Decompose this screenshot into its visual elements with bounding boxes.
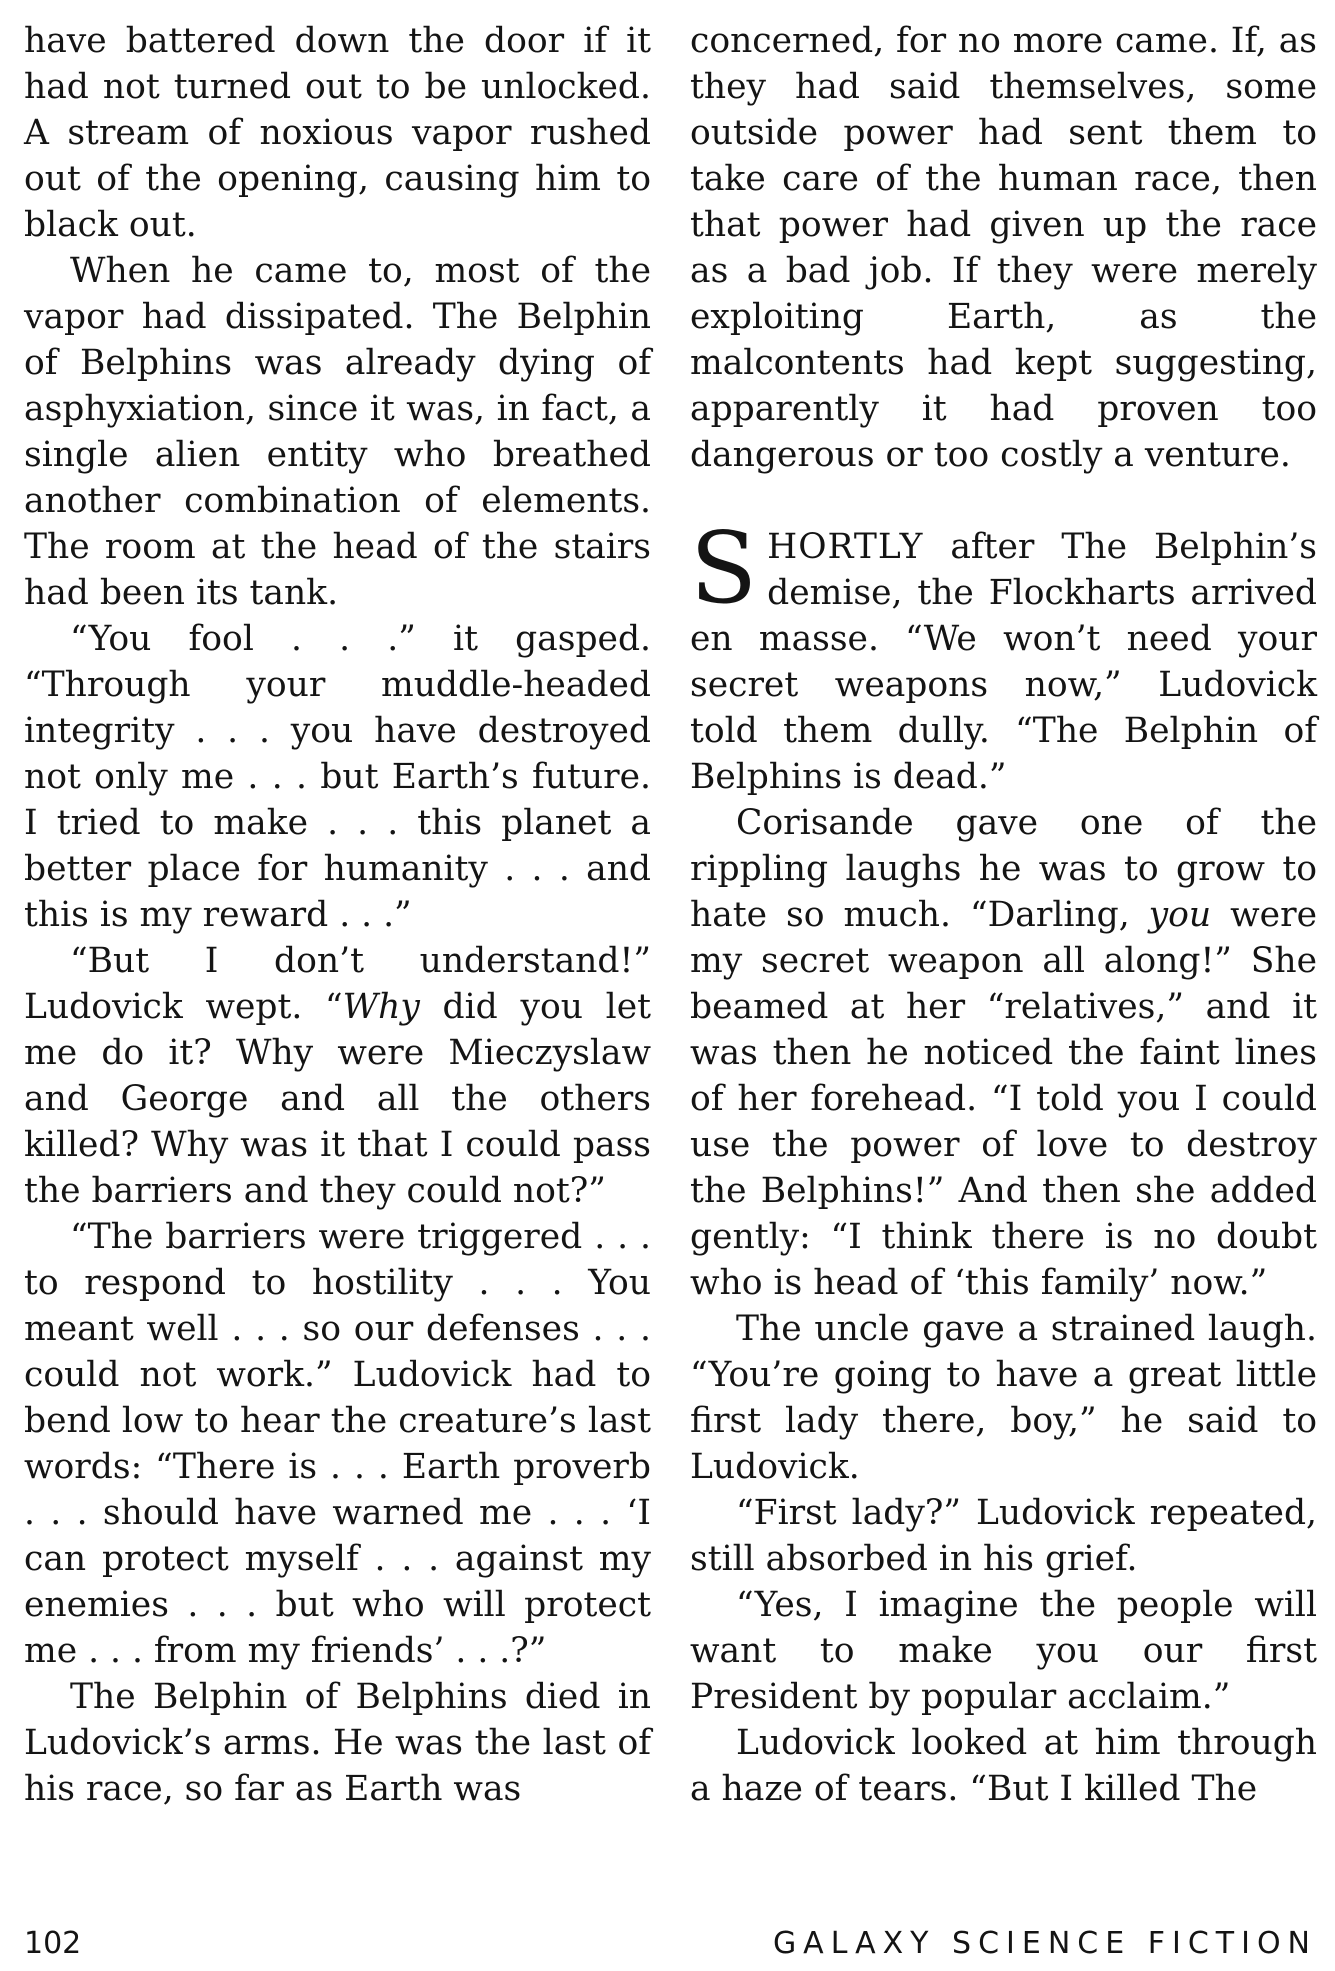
paragraph xyxy=(690,800,1317,1306)
paragraph xyxy=(24,938,651,1214)
paragraph: “Yes, I imagine the people will want to make you our first President by popular acclaim.” xyxy=(690,1585,1317,1717)
lead-in-caps: HORTLY xyxy=(767,527,924,567)
paragraph: Ludovick looked at him through a haze of tears. “But I killed The xyxy=(690,1723,1317,1809)
paragraph: When he came to, most of the vapor had dissipated. The Belphin of Belphins was already dying of asphyxiation, since it was, in fact, a single alien entity who breathed another combination of elements. The room at the head of the stairs had been its tank. xyxy=(24,251,651,613)
paragraph: have battered down the door if it had not turned out to be unlocked. A stream of noxious vapor rushed out of the opening, causing him to black out. xyxy=(24,21,651,245)
drop-cap: S xyxy=(690,512,758,626)
paragraph-text: did you let me do it? Why were Mieczyslaw and George and all the others killed? Why was it that I could pass the barriers and they could not?” xyxy=(24,987,651,1211)
paragraph-text: Corisande gave one of the rippling laughs he was to grow to hate so much. “Darling, xyxy=(690,803,1317,935)
paragraph-text: “But I don’t understand!” Ludovick wept. “ xyxy=(24,941,651,1027)
paragraph: The Belphin of Belphins died in Ludovick’s arms. He was the last of his race, so far as Earth was xyxy=(24,1677,651,1809)
section-opening-paragraph xyxy=(690,512,1317,800)
paragraph: “You fool . . .” it gasped. “Through your muddle-headed integrity . . . you have destroyed not only me . . . but Earth’s future. I tried to make . . . this planet a better place for humanity . . . and this is my reward . . .” xyxy=(24,619,651,935)
right-column xyxy=(690,18,1317,1812)
section-break xyxy=(690,478,1317,524)
paragraph: “First lady?” Ludovick repeated, still absorbed in his grief. xyxy=(690,1493,1317,1579)
paragraph: The uncle gave a strained laugh. “You’re going to have a great little first lady there, boy,” he said to Ludovick. xyxy=(690,1309,1317,1487)
emphasis-text: you xyxy=(1148,895,1212,935)
paragraph-text: after The Belphin’s demise, the Flockharts arrived en masse. “We won’t need your secret weapons now,” Ludovick told them dully. “The Belphin of Belphins is dead.” xyxy=(690,527,1317,797)
paragraph: concerned, for no more came. If, as they had said themselves, some outside power had sent them to take care of the human race, then that power had given up the race as a bad job. If they were merely exploiting Earth, as the malcontents had kept suggesting, apparently it had proven too dangerous or too costly a venture. xyxy=(690,21,1317,475)
page-number: 102 xyxy=(24,1926,82,1961)
left-column xyxy=(24,18,651,1812)
page-footer xyxy=(24,1924,1317,1964)
paragraph-text: were my secret weapon all along!” She beamed at her “relatives,” and it was then he noticed the faint lines of her forehead. “I told you I could use the power of love to destroy the Belphins!” And then she added gently: “I think there is no doubt who is head of ‘this family’ now.” xyxy=(690,895,1317,1303)
paragraph: “The barriers were triggered . . . to respond to hostility . . . You meant well . . . so our defenses . . . could not work.” Ludovick had to bend low to hear the creature’s last words: “There is . . . Earth proverb . . . should have warned me . . . ‘I can protect myself . . . against my enemies . . . but who will protect me . . . from my friends’ . . .?” xyxy=(24,1217,651,1671)
running-head: GALAXY SCIENCE FICTION xyxy=(772,1926,1317,1961)
emphasis-text: Why xyxy=(342,987,420,1027)
